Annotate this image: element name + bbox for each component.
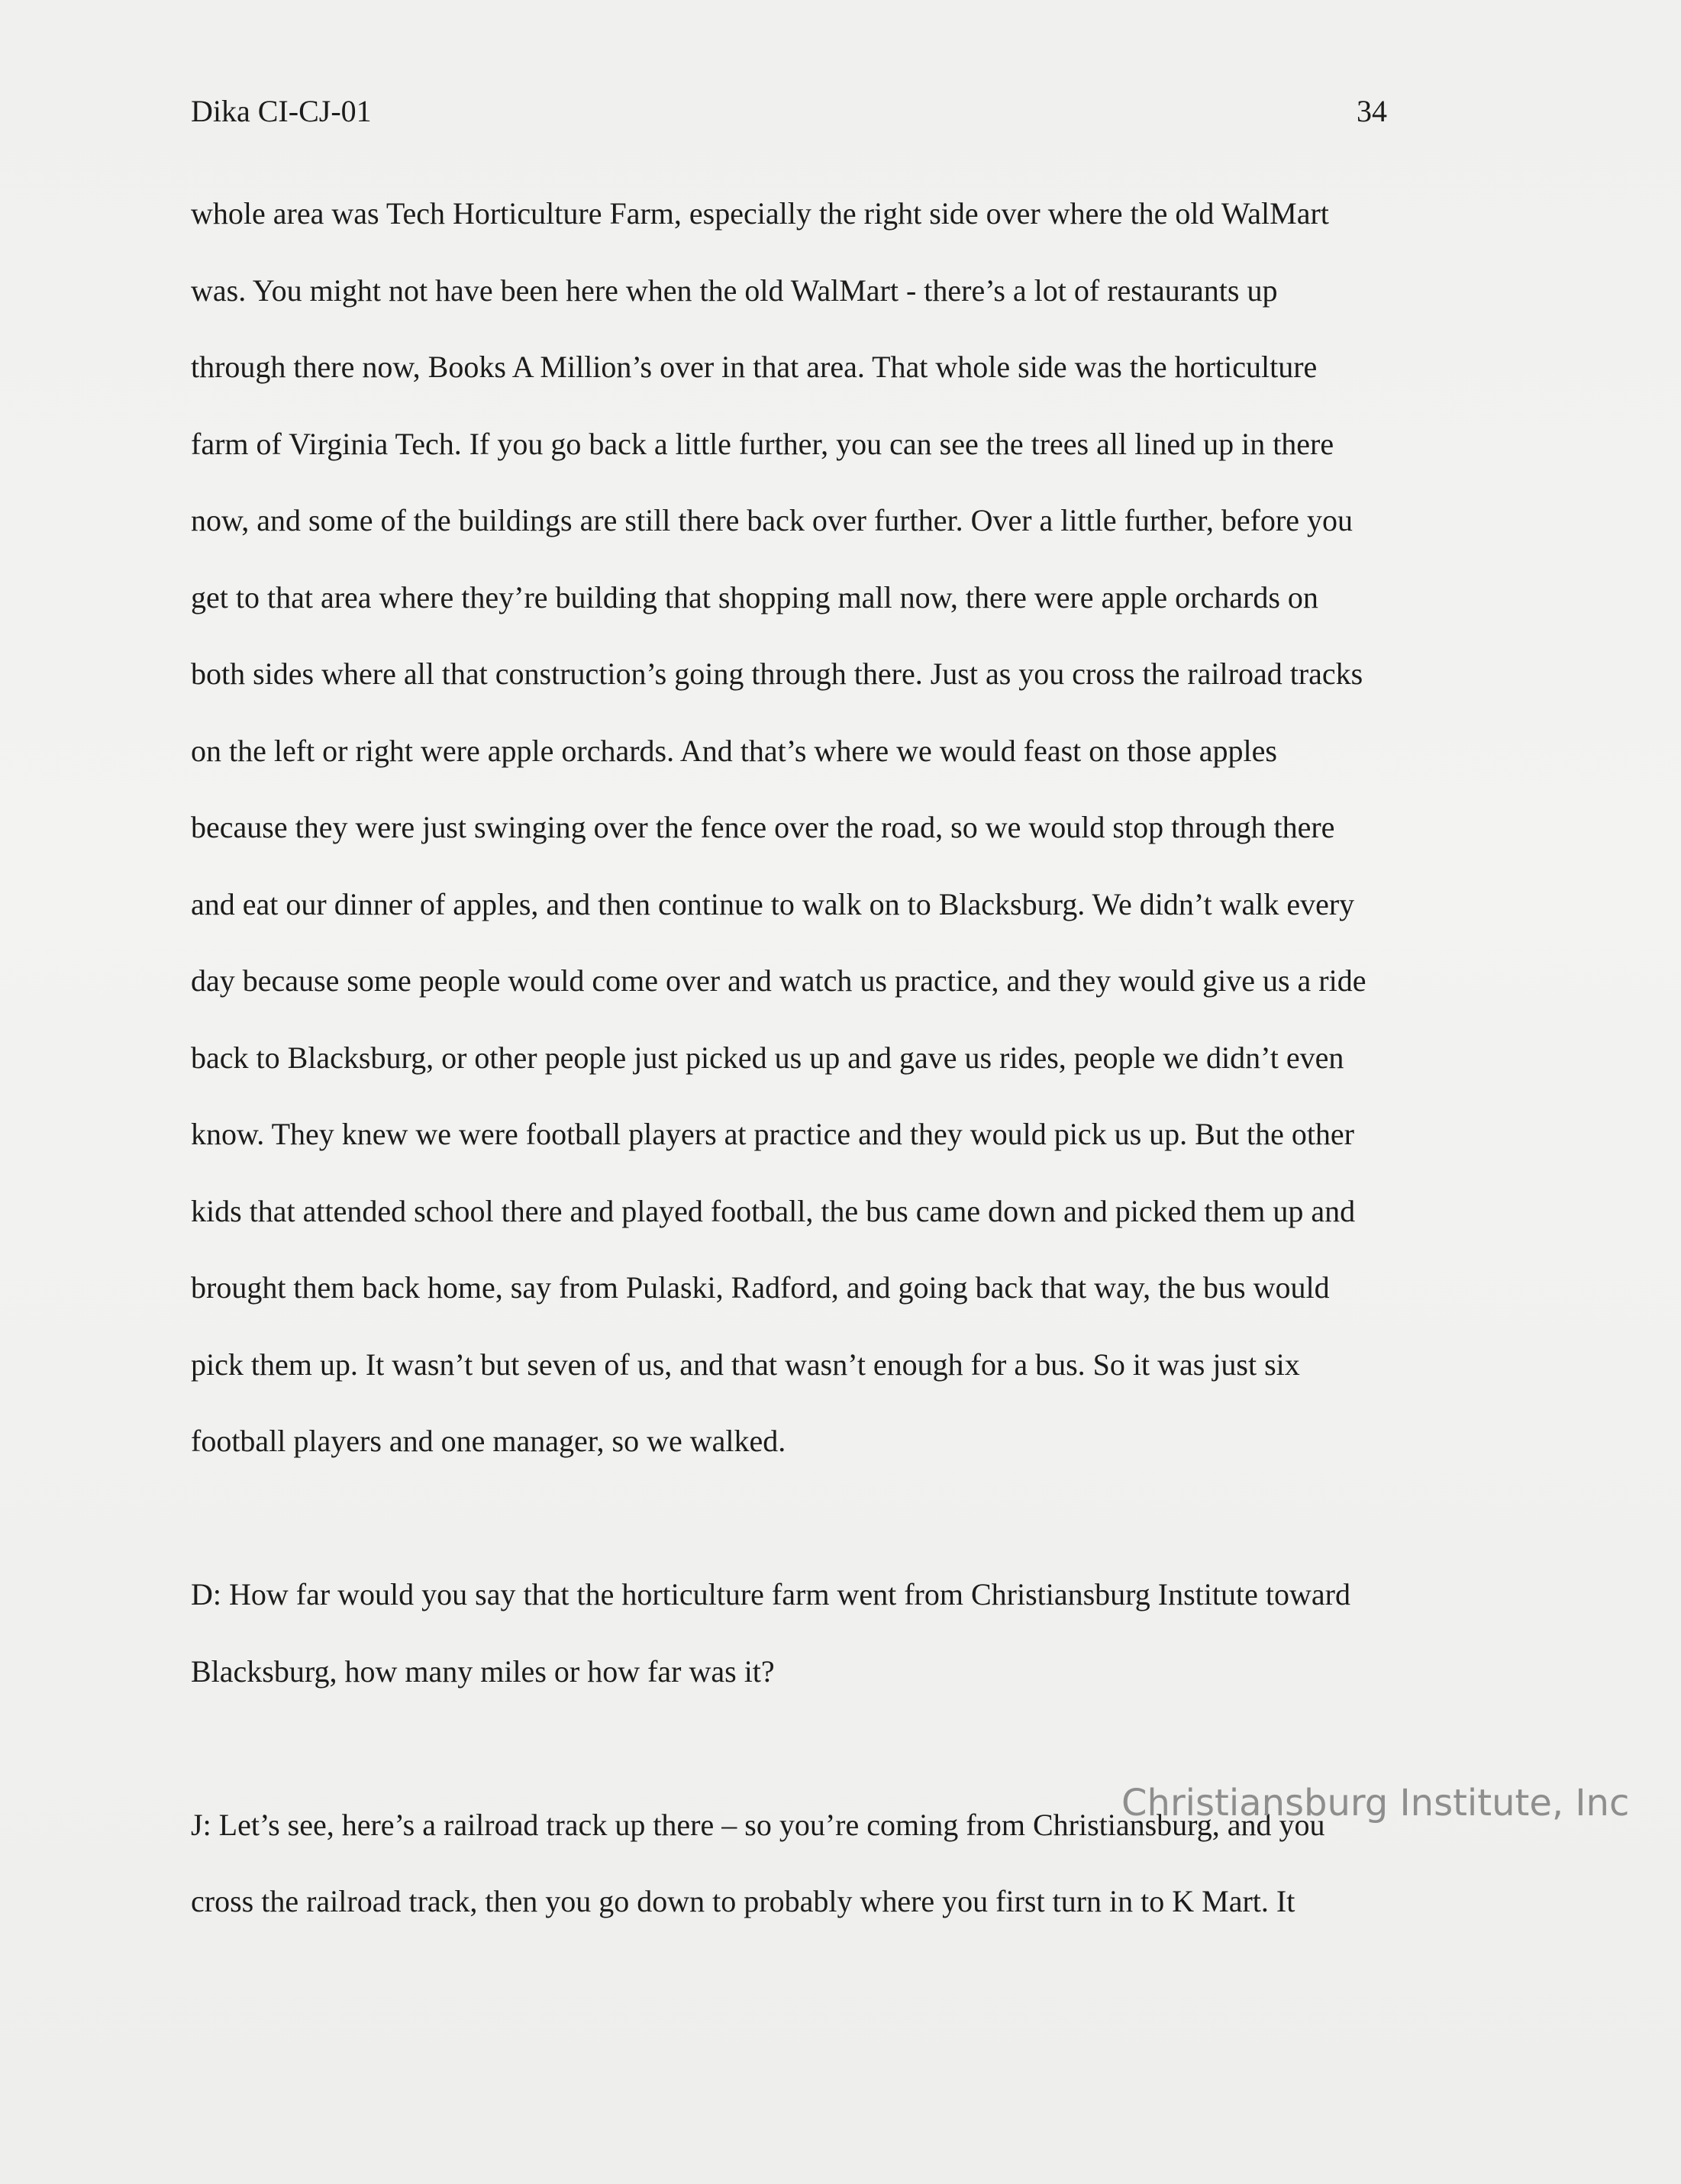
text-line: D: How far would you say that the horticulture farm went from Christiansburg Institute toward — [191, 1577, 1350, 1611]
text-line: cross the railroad track, then you go down to probably where you first turn in to K Mart. It — [191, 1884, 1295, 1918]
text-line: because they were just swinging over the fence over the road, so we would stop through there — [191, 810, 1335, 844]
running-header: Dika CI-CJ-01 — [191, 94, 372, 128]
text-line: both sides where all that construction’s going through there. Just as you cross the railroad tracks — [191, 656, 1363, 691]
text-line: J: Let’s see, here’s a railroad track up there – so you’re coming from Christiansburg, and you — [191, 1808, 1325, 1842]
text-line: know. They knew we were football players at practice and they would pick us up. But the other — [191, 1117, 1355, 1151]
page-number: 34 — [1357, 94, 1387, 128]
watermark-text: Christiansburg Institute, Inc — [1121, 1782, 1630, 1824]
text-line: brought them back home, say from Pulaski, Radford, and going back that way, the bus would — [191, 1270, 1330, 1305]
text-line: on the left or right were apple orchards. And that’s where we would feast on those apples — [191, 734, 1277, 768]
text-line: Blacksburg, how many miles or how far was it? — [191, 1654, 775, 1689]
text-line: and eat our dinner of apples, and then continue to walk on to Blacksburg. We didn’t walk every — [191, 887, 1355, 921]
text-line: football players and one manager, so we walked. — [191, 1424, 786, 1458]
text-line: kids that attended school there and played football, the bus came down and picked them up and — [191, 1194, 1356, 1228]
text-line: whole area was Tech Horticulture Farm, especially the right side over where the old WalMart — [191, 196, 1329, 231]
text-line: through there now, Books A Million’s over in that area. That whole side was the horticulture — [191, 350, 1318, 384]
text-line: day because some people would come over and watch us practice, and they would give us a ride — [191, 963, 1366, 998]
text-line: pick them up. It wasn’t but seven of us, and that wasn’t enough for a bus. So it was just six — [191, 1347, 1300, 1382]
text-line: get to that area where they’re building that shopping mall now, there were apple orchards on — [191, 580, 1318, 615]
text-line: back to Blacksburg, or other people just picked us up and gave us rides, people we didn’t even — [191, 1040, 1344, 1075]
text-line: was. You might not have been here when the old WalMart - there’s a lot of restaurants up — [191, 273, 1278, 308]
text-line: now, and some of the buildings are still there back over further. Over a little further, before you — [191, 503, 1353, 537]
text-line: farm of Virginia Tech. If you go back a little further, you can see the trees all lined up in there — [191, 427, 1334, 461]
